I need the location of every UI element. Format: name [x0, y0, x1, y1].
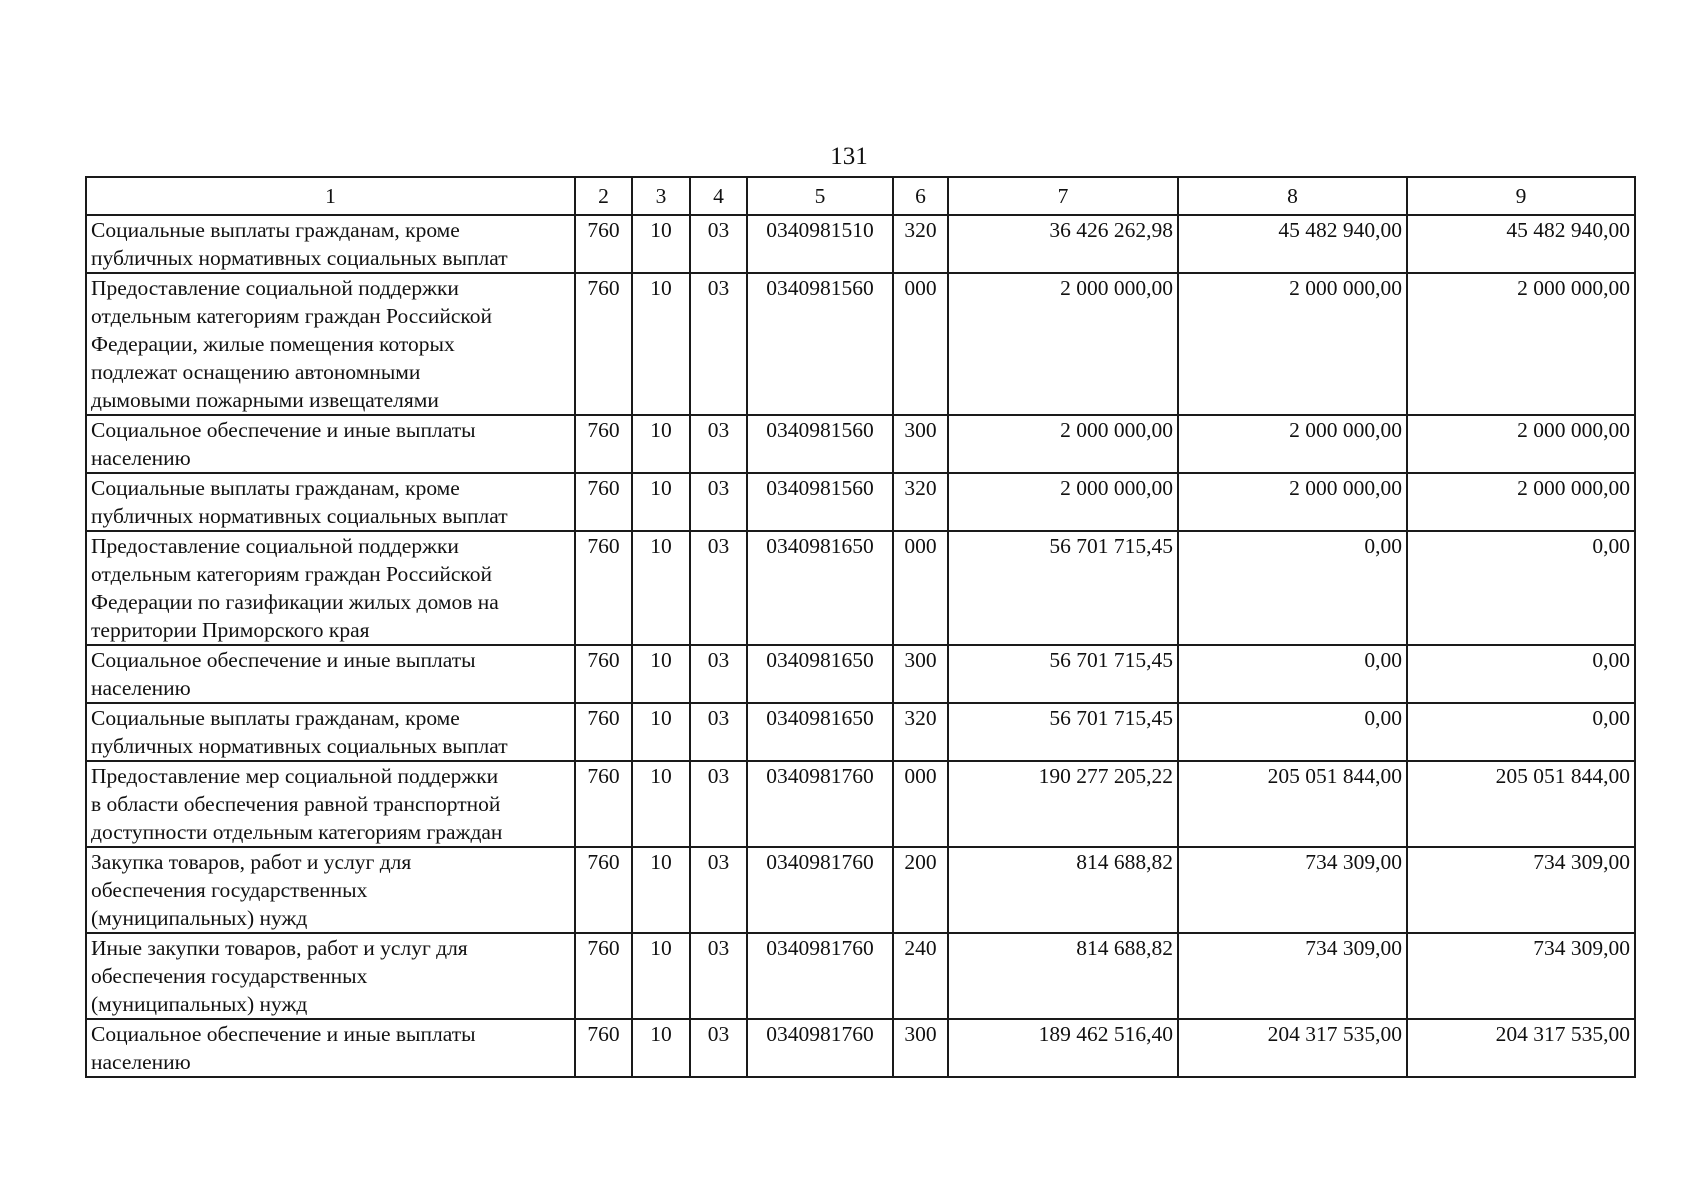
- expense-type-cell: 000: [893, 273, 948, 415]
- row-name-cell: [86, 645, 575, 703]
- amount-col8-cell: 45 482 940,00: [1178, 215, 1407, 273]
- target-article-cell: 0340981760: [747, 761, 893, 847]
- row-name-line: Предоставление социальной поддержки: [91, 276, 459, 300]
- row-name-line: населению: [91, 446, 191, 470]
- amount-col7-cell: 814 688,82: [948, 847, 1178, 933]
- subsection-code-cell: 03: [690, 761, 747, 847]
- table-row: [86, 531, 1635, 645]
- row-name-cell: [86, 761, 575, 847]
- admin-code-cell: 760: [575, 645, 632, 703]
- row-name-line: Федерации, жилые помещения которых: [91, 332, 455, 356]
- expense-type-cell: 300: [893, 645, 948, 703]
- amount-col9-cell: 734 309,00: [1407, 933, 1635, 1019]
- row-name-cell: [86, 273, 575, 415]
- amount-col9-cell: 205 051 844,00: [1407, 761, 1635, 847]
- amount-col9-cell: 0,00: [1407, 703, 1635, 761]
- target-article-cell: 0340981760: [747, 1019, 893, 1077]
- target-article-cell: 0340981650: [747, 645, 893, 703]
- row-name-line: Социальное обеспечение и иные выплаты: [91, 1022, 476, 1046]
- amount-col8-cell: 0,00: [1178, 645, 1407, 703]
- row-name-cell: [86, 703, 575, 761]
- section-code-cell: 10: [632, 531, 690, 645]
- amount-col9-cell: 2 000 000,00: [1407, 415, 1635, 473]
- row-name-line: обеспечения государственных: [91, 964, 368, 988]
- expense-type-cell: 000: [893, 531, 948, 645]
- amount-col8-cell: 734 309,00: [1178, 933, 1407, 1019]
- admin-code-cell: 760: [575, 215, 632, 273]
- page-number: 131: [830, 143, 868, 170]
- table-row: [86, 1019, 1635, 1077]
- amount-col7-cell: 36 426 262,98: [948, 215, 1178, 273]
- row-name-line: Предоставление мер социальной поддержки: [91, 764, 499, 788]
- admin-code-cell: 760: [575, 1019, 632, 1077]
- admin-code-cell: 760: [575, 933, 632, 1019]
- row-name-cell: [86, 1019, 575, 1077]
- amount-col9-cell: 2 000 000,00: [1407, 273, 1635, 415]
- admin-code-cell: 760: [575, 761, 632, 847]
- subsection-code-cell: 03: [690, 531, 747, 645]
- row-name-line: Социальные выплаты гражданам, кроме: [91, 218, 460, 242]
- budget-table: [85, 176, 1636, 1078]
- row-name-line: дымовыми пожарными извещателями: [91, 388, 439, 412]
- expense-type-cell: 240: [893, 933, 948, 1019]
- row-name-line: Федерации по газификации жилых домов на: [91, 590, 499, 614]
- row-name-cell: [86, 531, 575, 645]
- subsection-code-cell: 03: [690, 473, 747, 531]
- amount-col9-cell: 2 000 000,00: [1407, 473, 1635, 531]
- amount-col8-cell: 0,00: [1178, 703, 1407, 761]
- row-name-line: Социальные выплаты гражданам, кроме: [91, 476, 460, 500]
- amount-col7-cell: 2 000 000,00: [948, 273, 1178, 415]
- subsection-code-cell: 03: [690, 933, 747, 1019]
- table-body: [86, 215, 1635, 1077]
- subsection-code-cell: 03: [690, 1019, 747, 1077]
- row-name-line: отдельным категориям граждан Российской: [91, 304, 493, 328]
- target-article-cell: 0340981510: [747, 215, 893, 273]
- expense-type-cell: 300: [893, 1019, 948, 1077]
- row-name-line: публичных нормативных социальных выплат: [91, 734, 508, 758]
- subsection-code-cell: 03: [690, 645, 747, 703]
- table-row: [86, 933, 1635, 1019]
- subsection-code-cell: 03: [690, 847, 747, 933]
- admin-code-cell: 760: [575, 415, 632, 473]
- amount-col8-cell: 734 309,00: [1178, 847, 1407, 933]
- subsection-code-cell: 03: [690, 415, 747, 473]
- row-name-cell: [86, 415, 575, 473]
- section-code-cell: 10: [632, 215, 690, 273]
- amount-col7-cell: 56 701 715,45: [948, 531, 1178, 645]
- amount-col7-cell: 56 701 715,45: [948, 645, 1178, 703]
- row-name-line: доступности отдельным категориям граждан: [91, 820, 503, 844]
- table-row: [86, 645, 1635, 703]
- amount-col8-cell: 205 051 844,00: [1178, 761, 1407, 847]
- row-name-cell: [86, 847, 575, 933]
- amount-col9-cell: 0,00: [1407, 531, 1635, 645]
- section-code-cell: 10: [632, 645, 690, 703]
- admin-code-cell: 760: [575, 531, 632, 645]
- column-header-8: 8: [1178, 177, 1407, 215]
- amount-col9-cell: 45 482 940,00: [1407, 215, 1635, 273]
- table-row: [86, 761, 1635, 847]
- column-header-3: 3: [632, 177, 690, 215]
- row-name-line: (муниципальных) нужд: [91, 906, 308, 930]
- section-code-cell: 10: [632, 273, 690, 415]
- expense-type-cell: 300: [893, 415, 948, 473]
- row-name-line: отдельным категориям граждан Российской: [91, 562, 493, 586]
- row-name-line: в области обеспечения равной транспортной: [91, 792, 501, 816]
- column-header-5: 5: [747, 177, 893, 215]
- admin-code-cell: 760: [575, 273, 632, 415]
- section-code-cell: 10: [632, 761, 690, 847]
- column-header-2: 2: [575, 177, 632, 215]
- subsection-code-cell: 03: [690, 215, 747, 273]
- column-header-9: 9: [1407, 177, 1635, 215]
- subsection-code-cell: 03: [690, 703, 747, 761]
- amount-col8-cell: 0,00: [1178, 531, 1407, 645]
- amount-col8-cell: 204 317 535,00: [1178, 1019, 1407, 1077]
- subsection-code-cell: 03: [690, 273, 747, 415]
- target-article-cell: 0340981760: [747, 847, 893, 933]
- column-header-7: 7: [948, 177, 1178, 215]
- table-row: [86, 847, 1635, 933]
- expense-type-cell: 320: [893, 473, 948, 531]
- row-name-line: обеспечения государственных: [91, 878, 368, 902]
- amount-col7-cell: 814 688,82: [948, 933, 1178, 1019]
- table-row: [86, 215, 1635, 273]
- row-name-line: Социальные выплаты гражданам, кроме: [91, 706, 460, 730]
- table-row: [86, 273, 1635, 415]
- row-name-cell: [86, 215, 575, 273]
- target-article-cell: 0340981650: [747, 531, 893, 645]
- section-code-cell: 10: [632, 1019, 690, 1077]
- target-article-cell: 0340981650: [747, 703, 893, 761]
- expense-type-cell: 320: [893, 703, 948, 761]
- row-name-line: публичных нормативных социальных выплат: [91, 504, 508, 528]
- amount-col8-cell: 2 000 000,00: [1178, 473, 1407, 531]
- row-name-line: Социальное обеспечение и иные выплаты: [91, 648, 476, 672]
- table-row: [86, 703, 1635, 761]
- expense-type-cell: 200: [893, 847, 948, 933]
- section-code-cell: 10: [632, 933, 690, 1019]
- row-name-line: подлежат оснащению автономными: [91, 360, 421, 384]
- amount-col8-cell: 2 000 000,00: [1178, 415, 1407, 473]
- amount-col7-cell: 56 701 715,45: [948, 703, 1178, 761]
- row-name-cell: [86, 473, 575, 531]
- row-name-cell: [86, 933, 575, 1019]
- admin-code-cell: 760: [575, 473, 632, 531]
- admin-code-cell: 760: [575, 847, 632, 933]
- admin-code-cell: 760: [575, 703, 632, 761]
- target-article-cell: 0340981560: [747, 415, 893, 473]
- amount-col9-cell: 734 309,00: [1407, 847, 1635, 933]
- column-header-6: 6: [893, 177, 948, 215]
- expense-type-cell: 320: [893, 215, 948, 273]
- section-code-cell: 10: [632, 473, 690, 531]
- amount-col9-cell: 0,00: [1407, 645, 1635, 703]
- section-code-cell: 10: [632, 847, 690, 933]
- section-code-cell: 10: [632, 415, 690, 473]
- target-article-cell: 0340981560: [747, 473, 893, 531]
- row-name-line: публичных нормативных социальных выплат: [91, 246, 508, 270]
- amount-col9-cell: 204 317 535,00: [1407, 1019, 1635, 1077]
- amount-col7-cell: 190 277 205,22: [948, 761, 1178, 847]
- section-code-cell: 10: [632, 703, 690, 761]
- row-name-line: Предоставление социальной поддержки: [91, 534, 459, 558]
- amount-col7-cell: 189 462 516,40: [948, 1019, 1178, 1077]
- row-name-line: Социальное обеспечение и иные выплаты: [91, 418, 476, 442]
- expense-type-cell: 000: [893, 761, 948, 847]
- row-name-line: Иные закупки товаров, работ и услуг для: [91, 936, 468, 960]
- amount-col7-cell: 2 000 000,00: [948, 473, 1178, 531]
- row-name-line: территории Приморского края: [91, 618, 370, 642]
- amount-col7-cell: 2 000 000,00: [948, 415, 1178, 473]
- table-row: [86, 473, 1635, 531]
- column-header-1: 1: [86, 177, 575, 215]
- table-row: [86, 415, 1635, 473]
- table-header-row: [86, 177, 1635, 215]
- target-article-cell: 0340981760: [747, 933, 893, 1019]
- row-name-line: населению: [91, 1050, 191, 1074]
- row-name-line: (муниципальных) нужд: [91, 992, 308, 1016]
- row-name-line: населению: [91, 676, 191, 700]
- column-header-4: 4: [690, 177, 747, 215]
- amount-col8-cell: 2 000 000,00: [1178, 273, 1407, 415]
- row-name-line: Закупка товаров, работ и услуг для: [91, 850, 412, 874]
- target-article-cell: 0340981560: [747, 273, 893, 415]
